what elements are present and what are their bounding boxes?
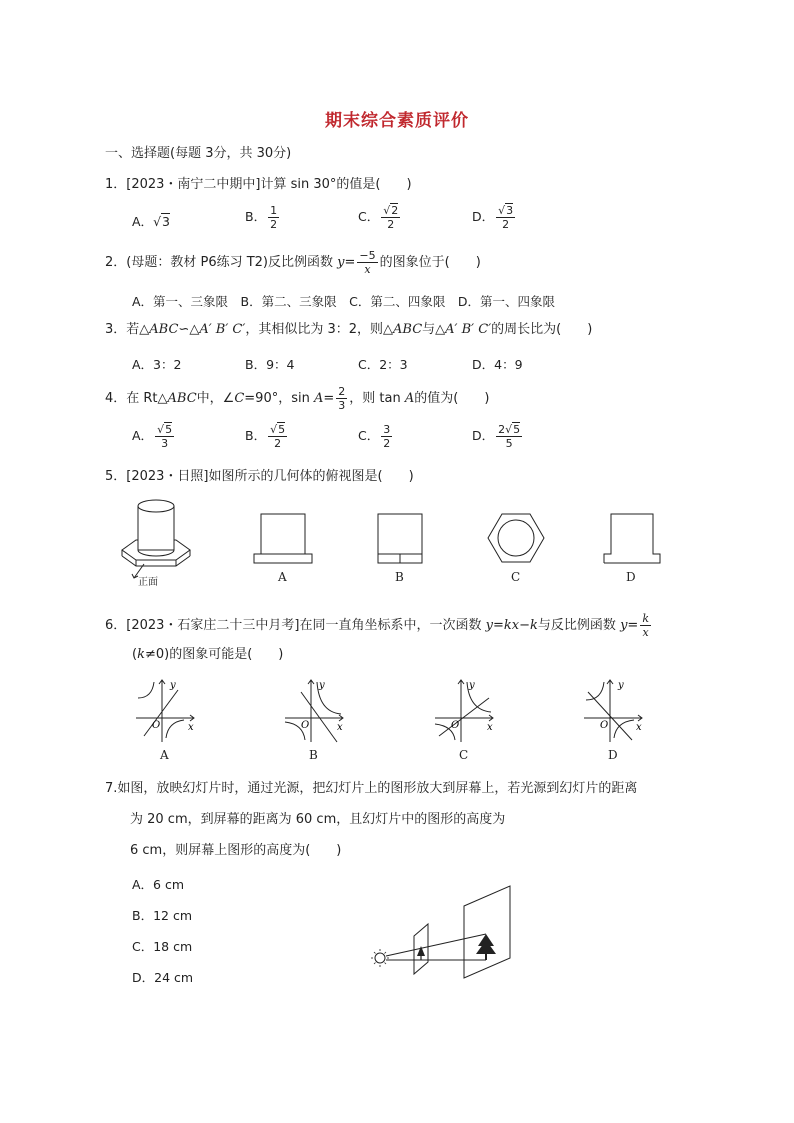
q5-label-c: C — [511, 570, 521, 584]
q6-graph-c — [433, 678, 499, 744]
q7-option-b: B．12 cm — [132, 908, 193, 923]
q7-option-d: D．24 cm — [132, 970, 194, 985]
q4-option-a: A． $\frac{√5}{3}$ — [132, 423, 173, 450]
q6-a-axis-x: x — [188, 722, 194, 733]
q5-label-a: A — [278, 570, 287, 584]
q6-label-d: D — [608, 748, 618, 762]
q6-c-origin: O — [451, 720, 460, 731]
q1-stem: 1．[2023・南宁二中期中]计算 sin 30°的值是( ) — [105, 177, 412, 192]
q6-d-axis-x: x — [636, 722, 642, 733]
q7-projector-figure — [366, 880, 516, 990]
q6-graph-d — [582, 678, 648, 744]
q6-stem-line2: (k≠0)的图象可能是( ) — [132, 647, 284, 662]
page-title: 期末综合素质评价 — [325, 111, 469, 131]
q3-option-b: B．9：4 — [245, 357, 295, 372]
q6-d-axis-y: y — [618, 680, 624, 691]
q5-label-b: B — [395, 570, 404, 584]
q1-option-c: C． $\frac{√2}{2}$ — [358, 204, 399, 231]
q5-label-d: D — [626, 570, 636, 584]
q3-stem: 3．若△ABC∽△A′ B′ C′，其相似比为 3：2，则△ABC与△A′ B′ C′的周长比为( ) — [105, 322, 593, 337]
q5-solid-figure — [118, 496, 198, 586]
q2-stem: 2．(母题：教材 P6练习 T2)反比例函数 y= $\frac{-5}{x}$ 的图象位于( ) — [105, 249, 481, 276]
q6-label-a: A — [160, 748, 169, 762]
q7-stem-line3: 6 cm，则屏幕上图形的高度为( ) — [130, 843, 342, 858]
q6-b-axis-y: y — [319, 680, 325, 691]
q6-a-axis-y: y — [170, 680, 176, 691]
section-heading: 一、选择题(每题 3分，共 30分) — [105, 146, 292, 161]
q6-graph-b — [283, 678, 349, 744]
q7-stem-line2: 为 20 cm，到屏幕的距离为 60 cm，且幻灯片中的图形的高度为 — [130, 812, 506, 827]
q6-stem-line1: 6．[2023・石家庄二十三中月考]在同一直角坐标系中，一次函数 y=kx−k与反比例函数 y= $\frac{k}{x}$ — [105, 612, 649, 639]
q4-option-b: B． $\frac{√5}{2}$ — [245, 423, 286, 450]
q5-option-d-figure — [600, 510, 664, 568]
q1-option-d: D． $\frac{√3}{2}$ — [472, 204, 514, 231]
q7-option-c: C．18 cm — [132, 939, 193, 954]
q6-a-origin: O — [152, 720, 161, 731]
q6-graph-a — [134, 678, 200, 744]
q5-front-label: 正面 — [138, 577, 158, 588]
q1-option-b: B． $\frac{1}{2}$ — [245, 204, 278, 231]
q6-c-axis-y: y — [469, 680, 475, 691]
q6-label-b: B — [309, 748, 318, 762]
q2-options: A．第一、三象限 B．第二、三象限 C．第二、四象限 D．第一、四象限 — [132, 294, 555, 309]
q7-stem-line1: 7.如图，放映幻灯片时，通过光源，把幻灯片上的图形放大到屏幕上，若光源到幻灯片的距离 — [105, 781, 638, 796]
q6-b-origin: O — [301, 720, 310, 731]
q7-option-a: A．6 cm — [132, 877, 185, 892]
q5-option-c-figure — [486, 510, 546, 568]
q6-b-axis-x: x — [337, 722, 343, 733]
q6-c-axis-x: x — [487, 722, 493, 733]
q5-stem: 5．[2023・日照]如图所示的几何体的俯视图是( ) — [105, 469, 414, 484]
q5-option-a-figure — [250, 510, 316, 568]
q3-option-c: C．2：3 — [358, 357, 408, 372]
q3-option-a: A．3：2 — [132, 357, 182, 372]
q4-option-c: C． $\frac{3}{2}$ — [358, 423, 391, 450]
q4-option-d: D． $\frac{2√5}{5}$ — [472, 423, 521, 450]
q3-option-d: D．4：9 — [472, 357, 523, 372]
q1-option-a: A．√3 — [132, 214, 170, 229]
q6-d-origin: O — [600, 720, 609, 731]
q4-stem: 4．在 Rt△ABC中，∠C=90°，sin A= $\frac{2}{3}$ ，则 tan A的值为( ) — [105, 385, 490, 412]
q5-option-b-figure — [370, 510, 430, 568]
q6-label-c: C — [459, 748, 469, 762]
